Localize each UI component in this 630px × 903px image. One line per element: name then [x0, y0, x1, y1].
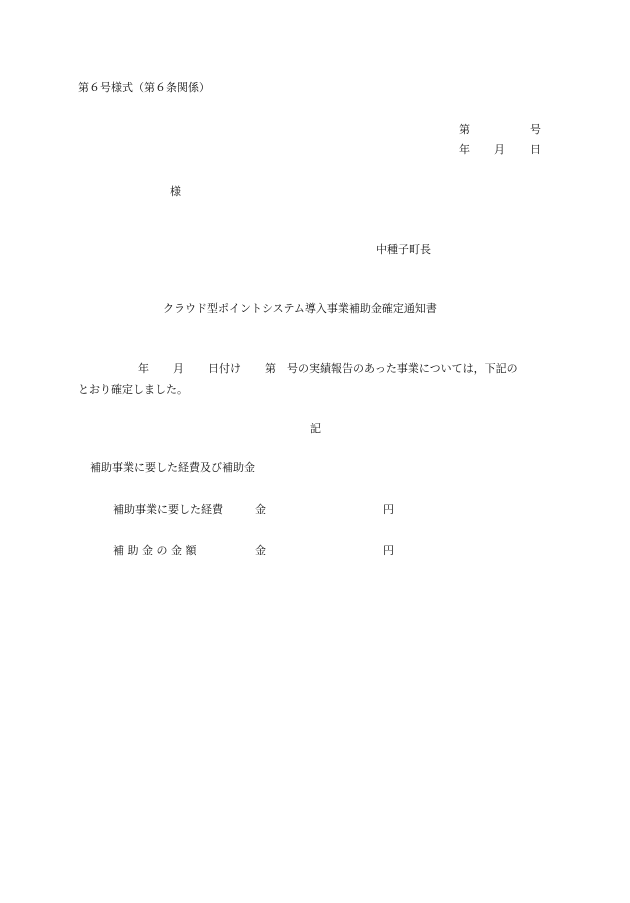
item-subsidy-kin: 金 [255, 544, 266, 557]
body-month: 月 [173, 362, 184, 375]
sender-name: 中種子町長 [376, 243, 431, 256]
item-expense-yen: 円 [383, 503, 394, 516]
form-label: 第６号様式（第６条関係） [78, 81, 210, 94]
body-dated: 日付け [208, 362, 241, 375]
body-year: 年 [138, 362, 149, 375]
document-date-day: 日 [530, 143, 541, 156]
document-number [0, 123, 630, 137]
document-number-prefix: 第 [459, 123, 470, 136]
recipient-suffix: 様 [170, 185, 181, 198]
body-dai: 第 [265, 362, 276, 375]
body-line-1 [0, 362, 630, 376]
document-date [0, 143, 630, 157]
ki-heading: 記 [310, 422, 321, 435]
document-title: クラウド型ポイントシステム導入事業補助金確定通知書 [163, 302, 437, 315]
item-subsidy [0, 544, 630, 558]
document-date-year: 年 [459, 143, 470, 156]
item-subsidy-label: 補 助 金 の 金 額 [113, 544, 197, 557]
item-expense [0, 503, 630, 517]
item-expense-kin: 金 [255, 503, 266, 516]
body-line-2: とおり確定しました。 [78, 383, 188, 396]
document-date-month: 月 [494, 143, 505, 156]
section-heading: 補助事業に要した経費及び補助金 [90, 461, 255, 474]
document-number-suffix: 号 [530, 123, 541, 136]
item-expense-label: 補助事業に要した経費 [113, 503, 223, 516]
item-subsidy-yen: 円 [383, 544, 394, 557]
body-rest: 号の実績報告のあった事業については，下記の [287, 362, 518, 375]
